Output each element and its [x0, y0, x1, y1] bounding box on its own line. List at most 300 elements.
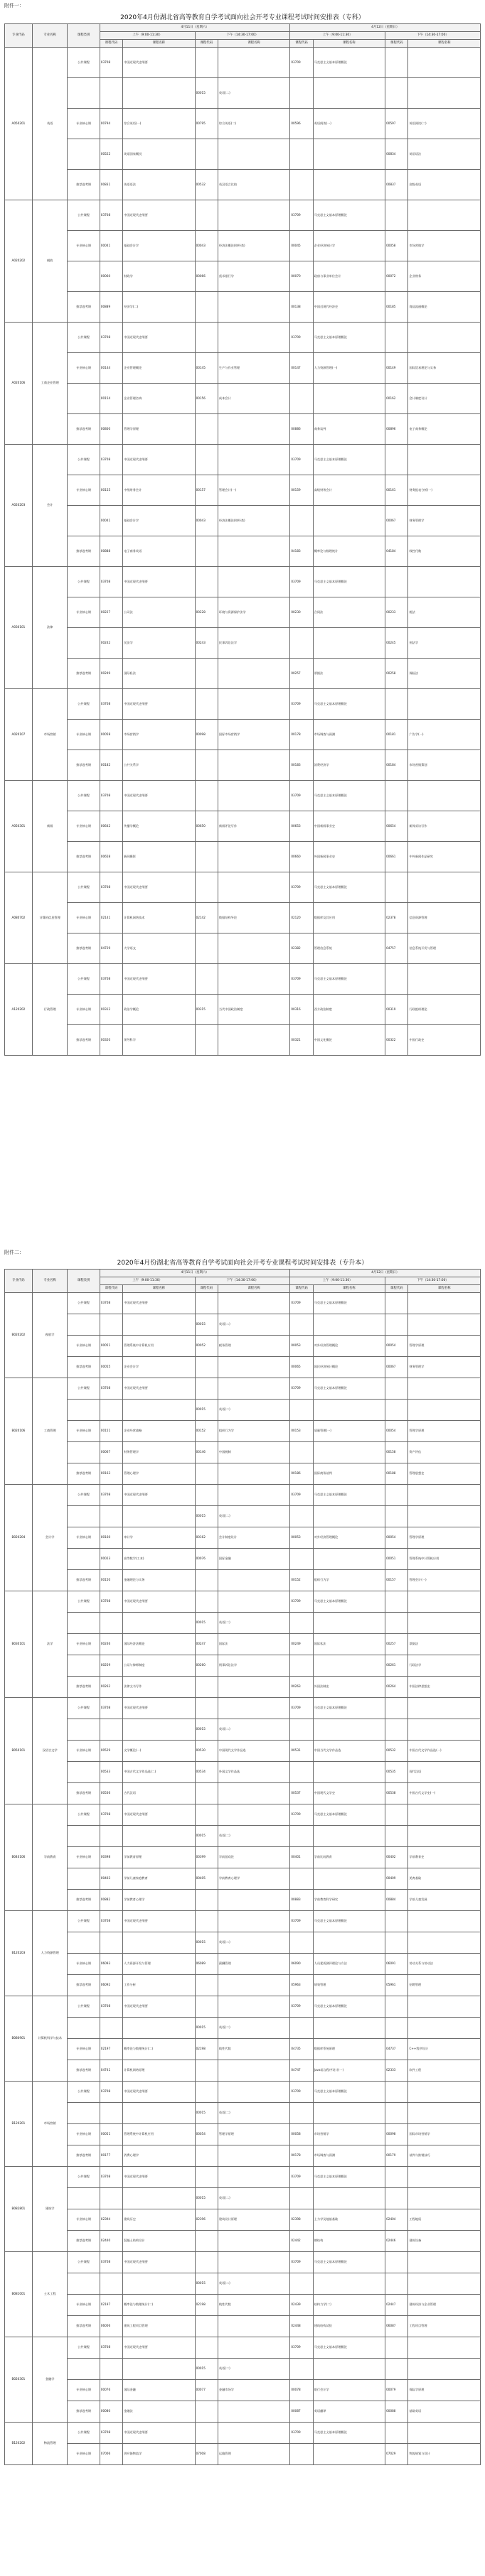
major-name: 土木工程: [32, 2252, 68, 2337]
header-day-2: 4月12日（星期日）: [290, 24, 481, 32]
table-row: [5, 2380, 481, 2401]
course-name: 中国当代文学作品选: [313, 1741, 385, 1762]
course-type: 专业核心课: [68, 231, 100, 261]
course-name: 英语(二): [218, 2103, 289, 2124]
course-code: [385, 200, 408, 231]
course-code: 00015: [195, 78, 218, 109]
course-code: 00052: [195, 1336, 218, 1357]
course-name: 管理思想史: [408, 1463, 481, 1485]
course-name: 马克思主义基本原理概论: [313, 1996, 385, 2018]
course-name: 高级财务会计: [313, 475, 385, 506]
header-course-name: 课程名称: [123, 1285, 195, 1293]
course-code: 00163: [100, 1463, 122, 1485]
course-name: [408, 689, 481, 720]
course-code: [385, 689, 408, 720]
course-name: 线性代数: [218, 2039, 289, 2060]
course-code: 00315: [195, 995, 218, 1025]
course-code: 03709: [290, 1485, 313, 1506]
course-name: 英语语法: [123, 170, 195, 200]
course-name: 市场营销学: [123, 720, 195, 750]
course-code: 00138: [290, 292, 313, 323]
course-code: 03709: [290, 1996, 313, 2018]
course-code: 00257: [290, 659, 313, 689]
course-name: [408, 1911, 481, 1932]
course-name: 商品流通概论: [408, 292, 481, 323]
course-code: 00080: [100, 2401, 122, 2423]
course-code: 00155: [100, 475, 122, 506]
course-name: 马克思主义基本原理概论: [313, 445, 385, 475]
course-name: [408, 872, 481, 903]
course-code: 00070: [290, 261, 313, 292]
course-name: 税法: [408, 597, 481, 628]
course-name: [313, 1868, 385, 1890]
course-name: [408, 1996, 481, 2018]
course-code: 00159: [290, 475, 313, 506]
course-code: 00147: [290, 353, 313, 384]
course-code: 00098: [385, 2124, 408, 2145]
table-row: [5, 475, 481, 506]
table-row: [5, 1826, 481, 1847]
course-name: 大学语文: [123, 933, 195, 964]
course-name: 金融市场学: [218, 2380, 289, 2401]
course-code: [195, 842, 218, 872]
header-course-code: 课程代码: [385, 40, 408, 48]
course-name: [408, 1698, 481, 1719]
course-name: [313, 384, 385, 414]
course-name: 中国近现代史纲要: [123, 689, 195, 720]
course-code: 03708: [100, 200, 122, 231]
course-code: 00146: [195, 1442, 218, 1463]
major-name: 英语: [32, 48, 68, 200]
course-code: [100, 1506, 122, 1527]
table-row: [5, 1634, 481, 1655]
course-name: [408, 2337, 481, 2359]
course-name: 领导科学: [123, 1025, 195, 1056]
course-name: [408, 1378, 481, 1400]
course-name: [408, 323, 481, 353]
course-name: 会计制度设计: [218, 1527, 289, 1549]
course-code: 00660: [290, 842, 313, 872]
course-type: 推荐选考课: [68, 1570, 100, 1591]
course-code: 00055: [100, 1357, 122, 1378]
course-code: 06092: [100, 1975, 122, 1996]
course-name: 马克思主义基本原理概论: [313, 567, 385, 597]
course-code: [195, 750, 218, 781]
course-name: 消费心理学: [123, 2145, 195, 2167]
course-name: 成本会计: [218, 384, 289, 414]
course-type: 公共课程: [68, 2167, 100, 2188]
course-code: 00597: [385, 109, 408, 139]
course-code: 00831: [100, 170, 122, 200]
course-code: 03709: [290, 2082, 313, 2103]
major-name: 工商管理: [32, 1378, 68, 1485]
course-type: 专业核心课: [68, 353, 100, 384]
course-code: [100, 2188, 122, 2209]
course-name: [218, 1293, 289, 1314]
course-code: [195, 781, 218, 811]
table-row: [5, 1421, 481, 1442]
course-name: 英语(二): [218, 2273, 289, 2295]
table-row: [5, 1698, 481, 1719]
course-type: 公共课程: [68, 1804, 100, 1826]
course-name: 对外经济管理概论: [313, 1527, 385, 1549]
course-type: [68, 2273, 100, 2295]
course-name: 市场营销学: [313, 2124, 385, 2145]
course-code: 02382: [290, 933, 313, 964]
course-name: [408, 567, 481, 597]
course-name: 数据库系统原理: [313, 2039, 385, 2060]
course-type: 推荐选考课: [68, 1890, 100, 1911]
table-row: [5, 2423, 481, 2444]
course-name: [313, 1314, 385, 1336]
course-name: 中国法律思想史: [408, 1677, 481, 1698]
table-row: [5, 78, 481, 109]
course-name: 中国近现代史纲要: [123, 2423, 195, 2444]
course-name: [123, 1506, 195, 1527]
course-code: [195, 2145, 218, 2167]
course-code: [195, 1890, 218, 1911]
course-name: [408, 2423, 481, 2444]
course-name: [218, 1911, 289, 1932]
course-name: 招聘管理: [408, 1975, 481, 1996]
course-type: 公共课程: [68, 2423, 100, 2444]
course-code: [100, 1826, 122, 1847]
course-code: [290, 1400, 313, 1421]
course-name: [123, 2273, 195, 2295]
course-name: [313, 2444, 385, 2465]
course-type: 推荐选考课: [68, 2316, 100, 2337]
course-code: 00076: [195, 1549, 218, 1570]
course-code: [290, 628, 313, 659]
course-name: 英语(二): [218, 1932, 289, 1954]
major-code: A020203: [5, 445, 33, 567]
major-name: 行政管理: [32, 964, 68, 1056]
course-name: 财务管理学: [123, 1442, 195, 1463]
course-name: 信息资源管理: [408, 903, 481, 933]
major-code: B020301: [5, 2337, 33, 2423]
header-day-1: 4月11日（星期六）: [100, 24, 290, 32]
course-code: 00015: [195, 1400, 218, 1421]
table-row: [5, 1527, 481, 1549]
course-name: 商务谈判: [313, 414, 385, 445]
course-code: [385, 2337, 408, 2359]
course-name: 马克思主义基本原理概论: [313, 2252, 385, 2273]
course-name: 高级英语: [408, 170, 481, 200]
course-name: 银行会计学: [313, 2380, 385, 2401]
table-row: [5, 1570, 481, 1591]
course-name: [313, 139, 385, 170]
course-code: [290, 2103, 313, 2124]
course-name: 学前教育史: [408, 1847, 481, 1868]
course-type: 公共课程: [68, 1293, 100, 1314]
course-name: 人力资源开发与管理: [123, 1954, 195, 1975]
course-code: [290, 384, 313, 414]
course-name: [218, 1357, 289, 1378]
course-code: 00794: [100, 109, 122, 139]
course-code: 00320: [100, 1025, 122, 1056]
course-code: 03708: [100, 2423, 122, 2444]
course-type: [68, 2018, 100, 2039]
major-name: 金融学: [32, 2337, 68, 2423]
course-name: 刑事诉讼法学: [218, 1655, 289, 1677]
course-type: 推荐选考课: [68, 2060, 100, 2082]
course-type: 推荐选考课: [68, 414, 100, 445]
course-name: 工程项目管理: [408, 2316, 481, 2337]
course-name: 美育基础: [408, 1868, 481, 1890]
course-name: 中国古代文学作品选(一): [408, 1741, 481, 1762]
course-code: 02404: [385, 2209, 408, 2231]
course-name: [218, 659, 289, 689]
course-name: 英语(二): [218, 1314, 289, 1336]
header-morning: 上午（9:00-11:30）: [290, 1277, 385, 1285]
course-type: [68, 1442, 100, 1463]
course-code: 00249: [290, 1634, 313, 1655]
course-type: [68, 1314, 100, 1336]
course-name: [218, 536, 289, 567]
course-type: 专业核心课: [68, 2209, 100, 2231]
course-name: 马克思主义基本原理概论: [313, 1485, 385, 1506]
major-code: B030101: [5, 1591, 33, 1698]
major-name: 新闻: [32, 781, 68, 872]
course-name: 高等数学(工本): [123, 1549, 195, 1570]
table-row: [5, 2209, 481, 2231]
course-code: [195, 2401, 218, 2423]
course-name: 马克思主义基本原理概论: [313, 2337, 385, 2359]
major-code: A020106: [5, 323, 33, 445]
course-type: 推荐选考课: [68, 1463, 100, 1485]
major-code: A050201: [5, 48, 33, 200]
course-name: 马克思主义基本原理概论: [313, 1911, 385, 1932]
course-name: 管理学原理: [408, 1421, 481, 1442]
course-name: 薪酬管理: [218, 1954, 289, 1975]
course-code: [195, 567, 218, 597]
course-code: 00834: [385, 139, 408, 170]
course-code: 00532: [195, 170, 218, 200]
course-code: [195, 1698, 218, 1719]
table-row: [5, 2082, 481, 2103]
course-name: 马克思主义基本原理概论: [313, 2167, 385, 2188]
course-name: 中国近现代史纲要: [123, 48, 195, 78]
course-name: 中国近现代史纲要: [123, 1485, 195, 1506]
course-name: 经济法概论(财经类): [218, 506, 289, 536]
course-code: 04184: [385, 536, 408, 567]
course-code: [195, 933, 218, 964]
course-code: [195, 200, 218, 231]
course-code: 03708: [100, 1911, 122, 1932]
course-name: [218, 1378, 289, 1400]
course-type: 公共课程: [68, 445, 100, 475]
major-name: 人力资源管理: [32, 1911, 68, 1996]
course-type: 专业核心课: [68, 995, 100, 1025]
course-type: 公共课程: [68, 48, 100, 78]
course-code: 00883: [290, 1890, 313, 1911]
course-code: [195, 2167, 218, 2188]
course-code: 06006: [100, 2316, 122, 2337]
course-code: 00184: [385, 750, 408, 781]
course-name: 学前游戏论: [218, 1847, 289, 1868]
course-name: 劳动关系与劳动法: [408, 1954, 481, 1975]
course-name: 英语(二): [218, 2359, 289, 2380]
course-code: 00249: [100, 659, 122, 689]
table-row: [5, 2316, 481, 2337]
course-code: 00053: [290, 1527, 313, 1549]
course-name: 财政学: [123, 261, 195, 292]
course-name: 中国近现代史纲要: [123, 1293, 195, 1314]
course-code: 00072: [385, 261, 408, 292]
major-code: B081001: [5, 2252, 33, 2337]
course-name: 英语翻译: [313, 2401, 385, 2423]
course-name: [313, 2103, 385, 2124]
course-code: [100, 1932, 122, 1954]
course-name: [313, 2359, 385, 2380]
table-row: [5, 109, 481, 139]
course-name: 政府与事业单位会计: [313, 261, 385, 292]
course-code: 00405: [195, 1868, 218, 1890]
course-code: 00531: [290, 1741, 313, 1762]
course-name: [218, 2145, 289, 2167]
course-type: 专业核心课: [68, 2295, 100, 2316]
course-type: 推荐选考课: [68, 1677, 100, 1698]
course-code: [100, 2018, 122, 2039]
course-name: 消费经济学: [313, 750, 385, 781]
course-code: 00319: [385, 995, 408, 1025]
course-type: [68, 1868, 100, 1890]
course-code: 03708: [100, 48, 122, 78]
course-name: 马克思主义基本原理概论: [313, 2082, 385, 2103]
course-type: 推荐选考课: [68, 933, 100, 964]
course-name: [408, 2359, 481, 2380]
course-code: 03708: [100, 781, 122, 811]
course-type: 公共课程: [68, 1485, 100, 1506]
course-code: 03709: [290, 567, 313, 597]
course-code: 00312: [100, 995, 122, 1025]
course-code: 00534: [195, 1762, 218, 1783]
course-name: Java语言程序设计(一): [313, 2060, 385, 2082]
course-code: [195, 1591, 218, 1613]
course-code: 00537: [290, 1783, 313, 1804]
course-code: 04735: [290, 2039, 313, 2060]
table-row: [5, 2252, 481, 2273]
course-code: 00795: [195, 109, 218, 139]
major-name: 计算机信息管理: [32, 872, 68, 964]
course-name: 中国近现代经济史: [313, 292, 385, 323]
course-code: 00837: [385, 170, 408, 200]
course-name: 中国近现代史纲要: [123, 1591, 195, 1613]
table-row: [5, 261, 481, 292]
course-name: 票据法: [313, 659, 385, 689]
course-name: 对外经济管理概论: [313, 1336, 385, 1357]
course-code: [290, 2444, 313, 2465]
course-code: 02142: [195, 903, 218, 933]
course-code: 00150: [100, 1570, 122, 1591]
course-name: [313, 170, 385, 200]
course-name: 西方政治制度: [313, 995, 385, 1025]
course-name: 工作分析: [123, 1975, 195, 1996]
course-code: 00162: [385, 384, 408, 414]
course-code: 00098: [195, 720, 218, 750]
course-name: [123, 1719, 195, 1741]
course-name: 法律文书写作: [123, 1677, 195, 1698]
course-name: 英语(二): [218, 1400, 289, 1421]
course-name: 线性代数: [408, 536, 481, 567]
course-name: 公共关系学: [123, 750, 195, 781]
course-name: 会计制度设计: [408, 384, 481, 414]
course-name: 马克思主义基本原理概论: [313, 1804, 385, 1826]
course-type: [68, 1400, 100, 1421]
course-code: 03708: [100, 2252, 122, 2273]
course-code: 00078: [290, 2380, 313, 2401]
course-name: 企业管理概论: [123, 353, 195, 384]
course-code: 03708: [100, 1485, 122, 1506]
course-name: 组织行为学: [218, 1421, 289, 1442]
header-morning: 上午（9:00-11:30）: [100, 1277, 195, 1285]
course-type: 推荐选考课: [68, 1783, 100, 1804]
course-name: 马克思主义基本原理概论: [313, 872, 385, 903]
course-name: [313, 1506, 385, 1527]
course-name: 中级财务会计: [123, 475, 195, 506]
course-code: [385, 445, 408, 475]
major-code: B120203: [5, 1911, 33, 1996]
major-code: B020202: [5, 1293, 33, 1378]
course-name: [408, 1293, 481, 1314]
major-code: B082801: [5, 2167, 33, 2252]
course-code: 00015: [195, 1719, 218, 1741]
course-name: 建筑历史: [123, 2209, 195, 2231]
course-code: 03709: [290, 445, 313, 475]
major-name: 市场营销: [32, 689, 68, 781]
course-name: 马克思主义基本原理概论: [313, 200, 385, 231]
course-name: [218, 750, 289, 781]
course-name: 当代中国政治制度: [218, 995, 289, 1025]
major-name: 法律: [32, 567, 68, 689]
table-row: [5, 1357, 481, 1378]
course-name: 财务管理学: [408, 1357, 481, 1378]
course-name: 中国现代文学史: [313, 1783, 385, 1804]
course-code: 03708: [100, 445, 122, 475]
course-code: 03708: [100, 2082, 122, 2103]
course-code: [195, 323, 218, 353]
course-name: 英语(二): [218, 1719, 289, 1741]
course-name: [218, 1890, 289, 1911]
course-code: [290, 1826, 313, 1847]
table-row: [5, 1954, 481, 1975]
course-code: 06091: [385, 1954, 408, 1975]
course-code: 00015: [195, 2188, 218, 2209]
course-name: 企业财务: [408, 261, 481, 292]
course-name: 概率论与数理统计(二): [123, 2039, 195, 2060]
major-name: 工商企业管理: [32, 323, 68, 445]
course-name: [123, 2018, 195, 2039]
course-code: [100, 1314, 122, 1336]
course-code: 00041: [100, 506, 122, 536]
course-code: 04737: [385, 2039, 408, 2060]
course-name: [218, 1783, 289, 1804]
course-name: [218, 1463, 289, 1485]
course-name: 基础英语: [408, 2401, 481, 2423]
course-code: 02439: [290, 2295, 313, 2316]
course-code: [385, 1911, 408, 1932]
course-code: 00230: [290, 597, 313, 628]
table-row: [5, 2018, 481, 2039]
course-name: [218, 933, 289, 964]
course-name: 金融法: [123, 2401, 195, 2423]
header-major-code: 专业代码: [5, 24, 33, 48]
table-row: [5, 1025, 481, 1056]
course-name: [408, 2188, 481, 2209]
course-code: [385, 2252, 408, 2273]
course-name: 市场调查与预测: [313, 2145, 385, 2167]
course-code: 04741: [100, 2060, 122, 2082]
